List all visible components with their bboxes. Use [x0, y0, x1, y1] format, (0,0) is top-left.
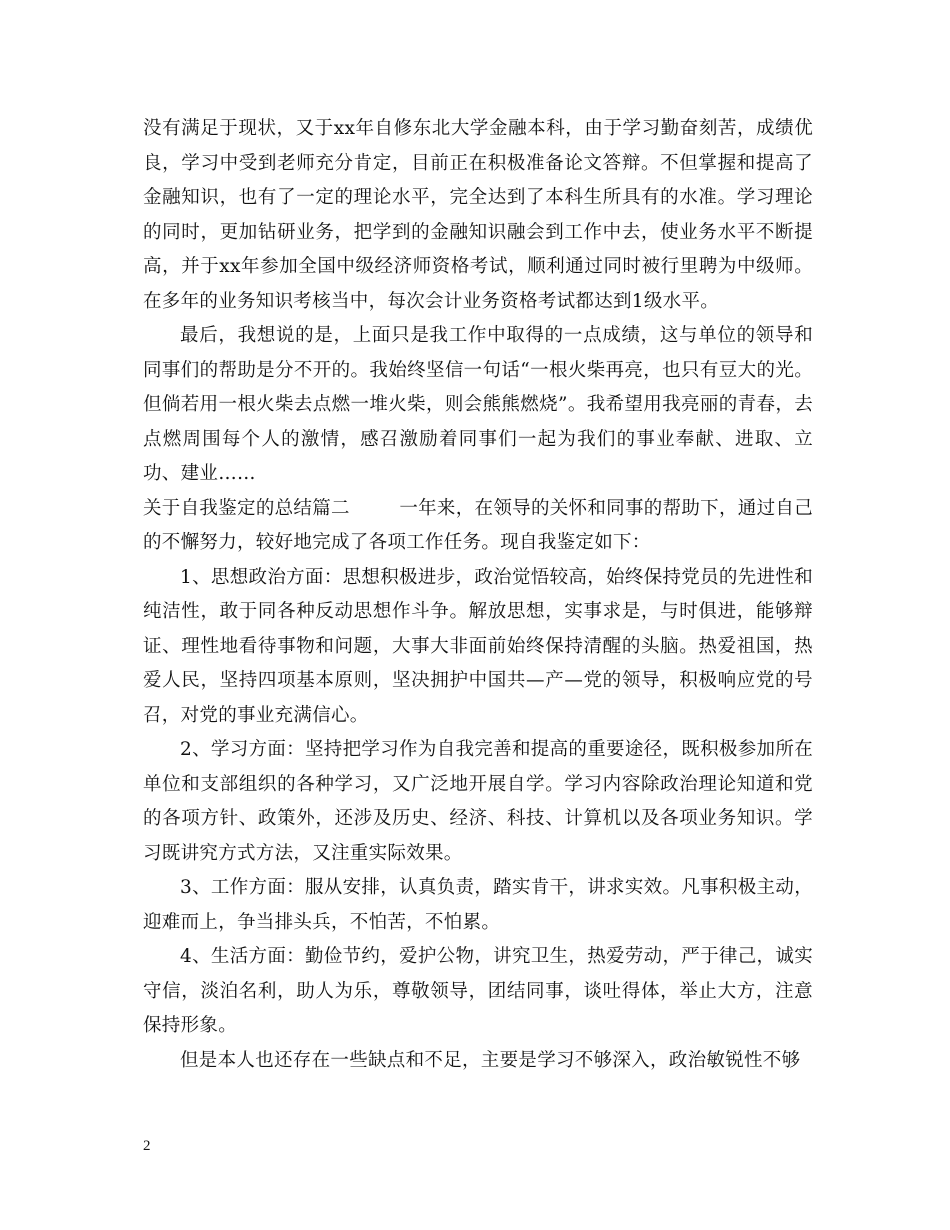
paragraph-shortcomings: 但是本人也还存在一些缺点和不足，主要是学习不够深入，政治敏锐性不够: [180, 1049, 801, 1071]
page-number: 2: [143, 1138, 151, 1154]
paragraph-closing-remarks: 最后，我想说的是，上面只是我工作中取得的一点成绩，这与单位的领导和同事们的帮助是分不开的。我始终坚信一句话“一根火柴再亮，也只有豆大的光。但倘若用一根火柴去点燃一堆火柴，则会熊熊燃烧”。我希望用我亮丽的青春，去点燃周围每个人的激情，感召激励着同事们一起为我们的事业奉献、进取、立功、建业……: [143, 325, 813, 484]
paragraph-political-thought: 1、思想政治方面：思想积极进步，政治觉悟较高，始终保持党员的先进性和纯洁性，敢于同各种反动思想作斗争。解放思想，实事求是，与时俱进，能够辩证、理性地看待事物和问题，大事大非面前始终保持清醒的头脑。热爱祖国，热爱人民，坚持四项基本原则，坚决拥护中国共—产—党的领导，积极响应党的号召，对党的事业充满信心。: [143, 566, 813, 726]
document-body: [143, 112, 813, 1078]
paragraph-section-two-intro: [143, 492, 813, 561]
paragraph-work: 3、工作方面：服从安排，认真负责，踏实肯干，讲求实效。凡事积极主动，迎难而上，争当排头兵，不怕苦，不怕累。: [143, 877, 813, 933]
paragraph-study: 2、学习方面：坚持把学习作为自我完善和提高的重要途径，既积极参加所在单位和支部组织的各种学习，又广泛地开展自学。学习内容除政治理论知道和党的各项方针、政策外，还涉及历史、经济、科技、计算机以及各项业务知识。学习既讲究方式方法，又注重实际效果。: [143, 739, 813, 864]
paragraph-life: 4、生活方面：勤俭节约，爱护公物，讲究卫生，热爱劳动，严于律己，诚实守信，淡泊名利，助人为乐，尊敬领导，团结同事，谈吐得体，举止大方，注意保持形象。: [143, 946, 813, 1036]
section-intro-text: 一年来，在领导的关怀和同事的帮助下，通过自己的不懈努力，较好地完成了各项工作任务。现自我鉴定如下：: [143, 497, 813, 553]
paragraph-education: 没有满足于现状，又于xx年自修东北大学金融本科，由于学习勤奋刻苦，成绩优良，学习中受到老师充分肯定，目前正在积极准备论文答辩。不但掌握和提高了金融知识，也有了一定的理论水平，完全达到了本科生所具有的水准。学习理论的同时，更加钻研业务，把学到的金融知识融会到工作中去，使业务水平不断提高，并于xx年参加全国中级经济师资格考试，顺利通过同时被行里聘为中级师。在多年的业务知识考核当中，每次会计业务资格考试都达到1级水平。: [143, 118, 813, 312]
section-heading: 关于自我鉴定的总结篇二: [143, 497, 350, 519]
